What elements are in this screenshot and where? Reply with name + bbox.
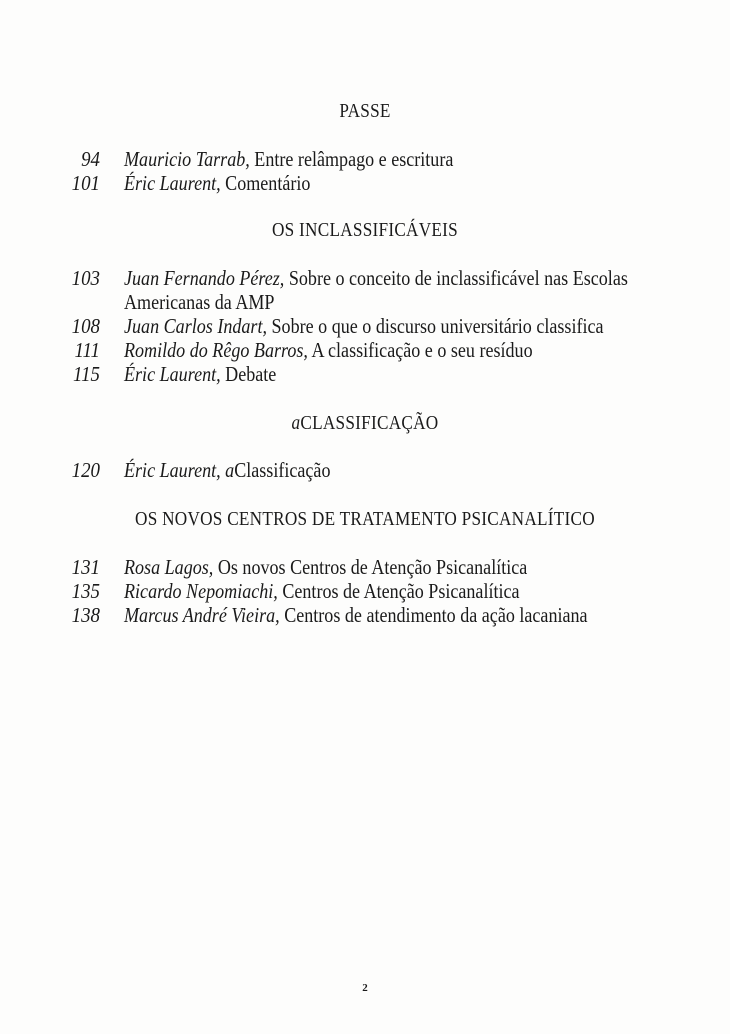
section-title-passe: PASSE xyxy=(339,100,391,122)
entry-text xyxy=(124,171,627,195)
entry-title: Classificação xyxy=(234,458,331,482)
entry-title-italic-prefix: a xyxy=(225,458,235,482)
entry-title: A classificação e o seu resíduo xyxy=(311,338,533,362)
entry-page-number: 111 xyxy=(74,338,100,362)
entry-page-number: 94 xyxy=(81,147,100,171)
entry-page-number: 115 xyxy=(73,362,100,386)
section-title-novos-centros: OS NOVOS CENTROS DE TRATAMENTO PSICANALÍTICO xyxy=(135,508,595,530)
section-title-italic-prefix: a xyxy=(291,412,301,434)
entry-title-continuation: Americanas da AMP xyxy=(124,290,275,314)
entry-title: Debate xyxy=(225,362,277,386)
entry-text xyxy=(124,603,627,627)
entry-text xyxy=(124,458,627,482)
entry-text xyxy=(124,579,627,603)
entry-text xyxy=(124,147,627,171)
entry-page-number: 108 xyxy=(71,314,100,338)
entry-page-number: 103 xyxy=(71,266,100,290)
entry-author: Juan Carlos Indart, xyxy=(124,314,267,338)
entry-page-number: 135 xyxy=(71,579,100,603)
entry-author: Éric Laurent, xyxy=(124,362,221,386)
entry-author: Juan Fernando Pérez, xyxy=(124,266,285,290)
entry-page-number: 131 xyxy=(71,555,100,579)
entry-author: Mauricio Tarrab, xyxy=(124,147,250,171)
section-title-aclassificacao xyxy=(51,412,679,435)
entry-author: Éric Laurent, xyxy=(124,458,221,482)
entry-text xyxy=(124,362,627,386)
entry-text xyxy=(124,338,627,362)
entry-author: Ricardo Nepomiachi, xyxy=(124,579,278,603)
entry-text xyxy=(124,314,627,338)
page-number: 2 xyxy=(362,982,368,994)
entry-title: Comentário xyxy=(225,171,311,195)
section-title-inclassificaveis: OS INCLASSIFICÁVEIS xyxy=(271,219,459,241)
entry-title: Sobre o conceito de inclassificável nas Escolas xyxy=(288,266,628,290)
entry-title: Centros de Atenção Psicanalítica xyxy=(282,579,520,603)
entry-author: Marcus André Vieira, xyxy=(124,603,280,627)
entry-page-number: 101 xyxy=(71,171,100,195)
entry-title: Sobre o que o discurso universitário classifica xyxy=(271,314,604,338)
entry-author: Romildo do Rêgo Barros, xyxy=(124,338,308,362)
entry-text xyxy=(124,555,627,579)
entry-author: Rosa Lagos, xyxy=(124,555,214,579)
entry-title: Os novos Centros de Atenção Psicanalítica xyxy=(217,555,528,579)
section-title-text: CLASSIFICAÇÃO xyxy=(300,412,439,434)
entry-page-number: 120 xyxy=(71,458,100,482)
entry-text xyxy=(124,266,627,314)
entry-title: Entre relâmpago e escritura xyxy=(254,147,454,171)
entry-author: Éric Laurent, xyxy=(124,171,221,195)
entry-page-number: 138 xyxy=(71,603,100,627)
entry-title: Centros de atendimento da ação lacaniana xyxy=(284,603,588,627)
